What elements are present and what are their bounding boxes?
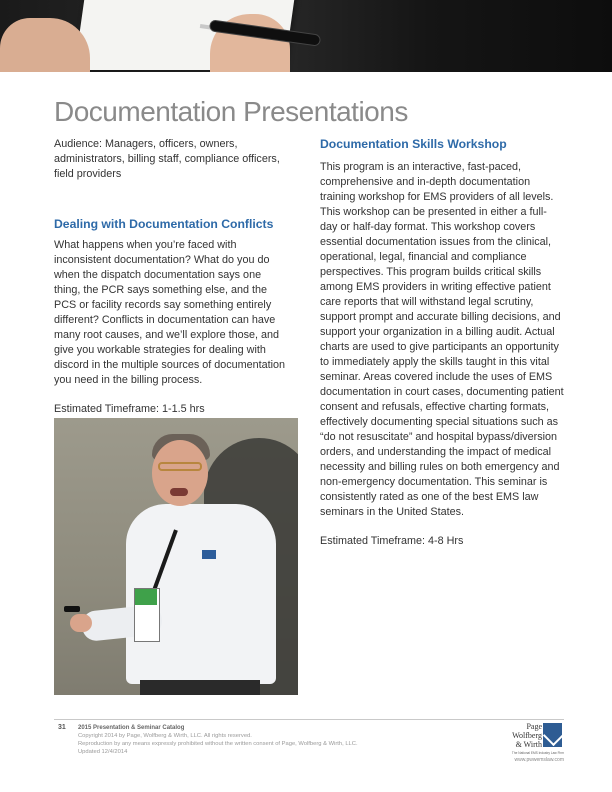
presentation-remote <box>64 606 80 612</box>
firm-website: www.pwwemslaw.com <box>514 757 564 763</box>
conflicts-timeframe: Estimated Timeframe: 1-1.5 hrs <box>54 403 205 415</box>
workshop-timeframe: Estimated Timeframe: 4-8 Hrs <box>320 535 464 547</box>
page-number: 31 <box>58 724 66 731</box>
right-column <box>320 137 564 549</box>
left-column <box>54 137 290 417</box>
page-title: Documentation Presentations <box>54 96 408 127</box>
reproduction-line: Reproduction by any means expressly prohibited without the written consent of Page, Wolfberg & Wirth, LLC. <box>78 741 358 747</box>
presenter-head <box>152 440 208 506</box>
presenter-pants <box>140 680 260 695</box>
logo-tagline: The National EMS Industry Law Firm <box>511 751 564 755</box>
conflicts-body: What happens when you’re faced with inconsistent documentation? What do you do when the dispatch documentation says one thing, the PCR says something else, and the PCS or facility records say something entirely different? Conflicts in documentation can have many root causes, and we’ll explore those, and give you workable strategies for dealing with discord in the multiple sources of documentation you need in the billing process. <box>54 239 286 386</box>
shirt-logo <box>202 550 216 559</box>
logo-wordmark <box>498 722 542 749</box>
copyright-line: Copyright 2014 by Page, Wolfberg & Wirth, LLC. All rights reserved. <box>78 733 252 739</box>
logo-line-wirth: & Wirth <box>515 740 542 749</box>
catalog-title: 2015 Presentation & Seminar Catalog <box>78 725 185 731</box>
logo-line-wolfberg: Wolfberg <box>512 731 542 740</box>
logo-mark-icon <box>543 723 562 747</box>
presenter-mouth <box>170 488 188 496</box>
firm-logo <box>498 722 564 768</box>
conflicts-heading: Dealing with Documentation Conflicts <box>54 217 274 231</box>
workshop-body: This program is an interactive, fast-paced, comprehensive and in-depth documentation training workshop for EMS providers of all levels. This workshop can be presented in either a full-day or half-day format. This workshop covers essential documentation issues from the clinical, operational, legal, financial and compliance perspectives. This program builds critical skills among EMS providers in writing effective patient care reports that will withstand legal scrutiny, support prompt and accurate billing decisions, and support your organization in a billing audit. Actual charts are used to give participants an opportunity to immediately apply the skills taught in this vital seminar. Areas covered include the uses of EMS documentation in court cases, documenting patient consent and refusals, effective charting formats, effectively documenting special situations such as “do not resuscitate” and hospital bypass/diversion orders, and understanding the impact of medical necessity and billing rules on both emergency and non-emergency documentation. This seminar is consistently rated as one of the best EMS law seminars in the United States. <box>320 161 564 518</box>
left-hand <box>0 18 90 72</box>
badge-header <box>135 589 157 605</box>
footer-info <box>78 724 378 756</box>
updated-line: Updated 12/4/2014 <box>78 749 128 755</box>
presenter-photo <box>54 418 298 695</box>
workshop-heading: Documentation Skills Workshop <box>320 137 507 151</box>
logo-line-page: Page <box>526 722 542 731</box>
audience-text: Audience: Managers, officers, owners, administrators, billing staff, compliance officers, field providers <box>54 138 280 180</box>
presenter-hand <box>70 614 92 632</box>
presenter-glasses <box>158 462 202 471</box>
footer-divider <box>54 719 564 720</box>
header-photo-banner <box>0 0 612 72</box>
